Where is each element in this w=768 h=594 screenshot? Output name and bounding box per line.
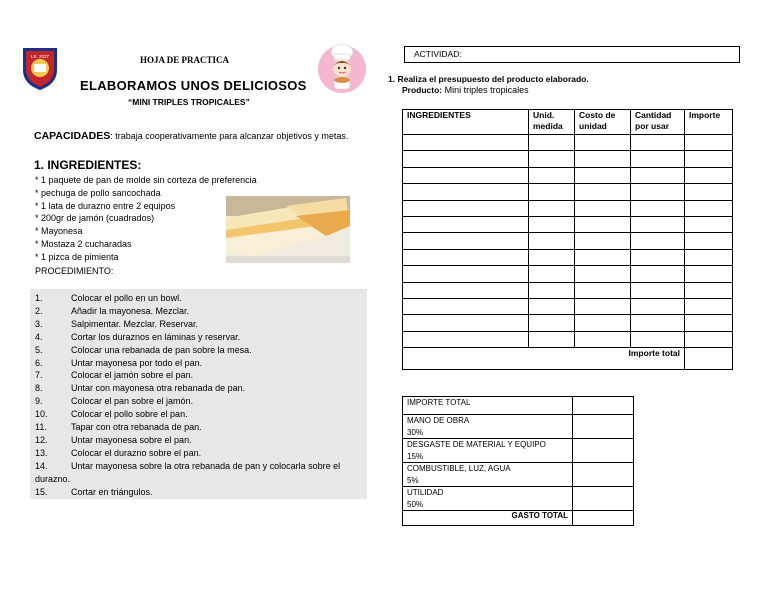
budget-cell[interactable] [685, 282, 733, 298]
expense-label: DESGASTE DE MATERIAL Y EQUIPO 15% [403, 439, 573, 463]
budget-cell[interactable] [685, 151, 733, 167]
budget-cell[interactable] [575, 184, 631, 200]
ingredient-item: * Mayonesa [35, 226, 83, 237]
expense-row [403, 487, 634, 511]
budget-cell[interactable] [529, 331, 575, 347]
budget-row [403, 135, 733, 151]
budget-cell[interactable] [403, 331, 529, 347]
gasto-total-label: GASTO TOTAL [403, 511, 573, 526]
step-item: 8. Untar con mayonesa otra rebanada de pan. [35, 383, 246, 394]
budget-cell[interactable] [529, 184, 575, 200]
step-item: 1. Colocar el pollo en un bowl. [35, 293, 182, 303]
ingredient-item: * 1 pizca de pimienta [35, 251, 119, 262]
budget-cell[interactable] [685, 315, 733, 331]
budget-cell[interactable] [685, 298, 733, 314]
ingredient-item: * pechuga de pollo sancochada [35, 187, 161, 198]
doc-heading: HOJA DE PRACTICA [140, 55, 230, 65]
budget-row [403, 249, 733, 265]
budget-cell[interactable] [631, 249, 685, 265]
step-item: 7. Colocar el jamón sobre el pan. [35, 370, 194, 381]
capacidades-label: CAPACIDADES [34, 130, 111, 142]
budget-row [403, 216, 733, 232]
budget-cell[interactable] [403, 266, 529, 282]
budget-cell[interactable] [403, 233, 529, 249]
step-item: 4. Cortar los duraznos en láminas y reservar. [35, 331, 241, 342]
actividad-label: ACTIVIDAD: [414, 49, 462, 59]
chef-illustration [316, 40, 368, 94]
step-item: 12. Untar mayonesa sobre el pan. [35, 434, 192, 445]
total-label: Importe total [403, 348, 685, 370]
expenses-table [402, 396, 634, 526]
budget-cell[interactable] [529, 298, 575, 314]
budget-cell[interactable] [631, 151, 685, 167]
budget-cell[interactable] [403, 298, 529, 314]
question-1 [388, 74, 589, 96]
step-item: 10. Colocar el pollo sobre el pan. [35, 409, 188, 420]
budget-cell[interactable] [685, 266, 733, 282]
expense-total-row [403, 511, 634, 526]
budget-cell[interactable] [403, 151, 529, 167]
total-cell[interactable] [685, 348, 733, 370]
budget-cell[interactable] [685, 184, 733, 200]
sandwich-photo [226, 196, 350, 263]
budget-cell[interactable] [403, 315, 529, 331]
ingredient-item: * 1 lata de durazno entre 2 equipos [35, 200, 176, 211]
expense-value-cell[interactable] [573, 397, 634, 415]
budget-cell[interactable] [403, 249, 529, 265]
expense-row [403, 439, 634, 463]
budget-cell[interactable] [631, 167, 685, 183]
budget-cell[interactable] [631, 233, 685, 249]
budget-cell[interactable] [631, 315, 685, 331]
ingredient-item: * 200gr de jamón (cuadrados) [35, 213, 155, 224]
budget-cell[interactable] [685, 331, 733, 347]
step-item: 5. Colocar una rebanada de pan sobre la mesa. [35, 344, 252, 355]
budget-row [403, 233, 733, 249]
budget-cell[interactable] [529, 216, 575, 232]
budget-cell[interactable] [575, 298, 631, 314]
budget-cell[interactable] [575, 331, 631, 347]
capacidades [34, 130, 348, 142]
ingredients-list [35, 174, 257, 264]
budget-cell[interactable] [631, 216, 685, 232]
budget-cell[interactable] [685, 200, 733, 216]
header-cell: Importe [685, 110, 733, 135]
header-cell: INGREDIENTES [403, 110, 529, 135]
budget-cell[interactable] [529, 151, 575, 167]
budget-row [403, 282, 733, 298]
budget-row [403, 298, 733, 314]
expense-label: IMPORTE TOTAL [403, 397, 573, 415]
budget-cell[interactable] [575, 200, 631, 216]
budget-row [403, 315, 733, 331]
budget-cell[interactable] [685, 167, 733, 183]
budget-cell[interactable] [685, 233, 733, 249]
budget-cell[interactable] [575, 266, 631, 282]
budget-cell[interactable] [403, 282, 529, 298]
budget-row [403, 184, 733, 200]
budget-cell[interactable] [575, 216, 631, 232]
expense-label: MANO DE OBRA 30% [403, 415, 573, 439]
budget-cell[interactable] [575, 167, 631, 183]
expense-value-cell[interactable] [573, 415, 634, 439]
budget-cell[interactable] [529, 266, 575, 282]
budget-cell[interactable] [529, 282, 575, 298]
page-title: ELABORAMOS UNOS DELICIOSOS [80, 78, 307, 93]
budget-cell[interactable] [575, 233, 631, 249]
budget-row [403, 167, 733, 183]
budget-cell[interactable] [529, 167, 575, 183]
expense-value-cell[interactable] [573, 463, 634, 487]
budget-cell[interactable] [631, 200, 685, 216]
budget-cell[interactable] [631, 282, 685, 298]
header-cell: Unid. medida [529, 110, 575, 135]
step-item: 3. Salpimentar. Mezclar. Reservar. [35, 318, 199, 329]
actividad-box[interactable] [404, 46, 740, 63]
budget-row [403, 331, 733, 347]
budget-cell[interactable] [529, 315, 575, 331]
expense-value-cell[interactable] [573, 439, 634, 463]
budget-cell[interactable] [575, 315, 631, 331]
budget-cell[interactable] [529, 233, 575, 249]
budget-cell[interactable] [529, 135, 575, 151]
expense-label: COMBUSTIBLE, LUZ, AGUA 5% [403, 463, 573, 487]
budget-cell[interactable] [529, 249, 575, 265]
step-item: 6. Untar mayonesa por todo el pan. [35, 357, 203, 368]
question-text: 1. Realiza el presupuesto del producto elaborado. [388, 74, 589, 84]
step-item: 14. Untar mayonesa sobre la otra rebanada de pan y colocarla sobre el [35, 460, 341, 471]
ingredient-item: * 1 paquete de pan de molde sin corteza de preferencia [35, 175, 257, 185]
expense-row [403, 463, 634, 487]
budget-cell[interactable] [575, 151, 631, 167]
budget-cell[interactable] [403, 135, 529, 151]
budget-total-row [403, 348, 733, 370]
budget-cell[interactable] [631, 298, 685, 314]
page-subtitle: “MINI TRIPLES TROPICALES” [128, 97, 250, 107]
budget-cell[interactable] [403, 200, 529, 216]
budget-cell[interactable] [631, 266, 685, 282]
gasto-total-cell[interactable] [573, 511, 634, 526]
expense-row [403, 415, 634, 439]
budget-cell[interactable] [631, 184, 685, 200]
budget-cell[interactable] [575, 135, 631, 151]
budget-cell[interactable] [403, 167, 529, 183]
product-value: Mini triples tropicales [442, 85, 529, 95]
expense-row [403, 397, 634, 415]
product-label: Producto: [402, 85, 443, 95]
budget-cell[interactable] [685, 216, 733, 232]
budget-cell[interactable] [575, 282, 631, 298]
procedure-label: PROCEDIMIENTO: [35, 266, 114, 276]
budget-cell[interactable] [403, 184, 529, 200]
budget-table [402, 109, 733, 370]
ingredients-heading: 1. INGREDIENTES: [34, 158, 142, 172]
step-continuation: durazno. [35, 473, 71, 484]
ingredient-item: * Mostaza 2 cucharadas [35, 238, 132, 249]
step-item: 2. Añadir la mayonesa. Mezclar. [35, 305, 190, 316]
step-item: 9. Colocar el pan sobre el jamón. [35, 396, 194, 407]
procedure-steps [35, 292, 365, 499]
budget-cell[interactable] [403, 216, 529, 232]
expense-value-cell[interactable] [573, 487, 634, 511]
school-logo [20, 44, 60, 92]
header-cell: Cantidad por usar [631, 110, 685, 135]
budget-cell[interactable] [529, 200, 575, 216]
budget-cell[interactable] [685, 249, 733, 265]
budget-header-row [403, 110, 733, 135]
budget-cell[interactable] [631, 135, 685, 151]
budget-cell[interactable] [575, 249, 631, 265]
budget-cell[interactable] [685, 135, 733, 151]
step-item: 11. Tapar con otra rebanada de pan. [35, 422, 202, 433]
budget-cell[interactable] [631, 331, 685, 347]
capacidades-text: : trabaja cooperativamente para alcanzar objetivos y metas. [110, 131, 349, 141]
budget-row [403, 266, 733, 282]
budget-row [403, 151, 733, 167]
step-item: 15. Cortar en triángulos. [35, 486, 153, 497]
step-item: 13. Colocar el durazno sobre el pan. [35, 447, 202, 458]
budget-row [403, 200, 733, 216]
header-cell: Costo de unidad [575, 110, 631, 135]
logo-text: I.E. 2027 [30, 54, 50, 59]
expense-label: UTILIDAD 50% [403, 487, 573, 511]
